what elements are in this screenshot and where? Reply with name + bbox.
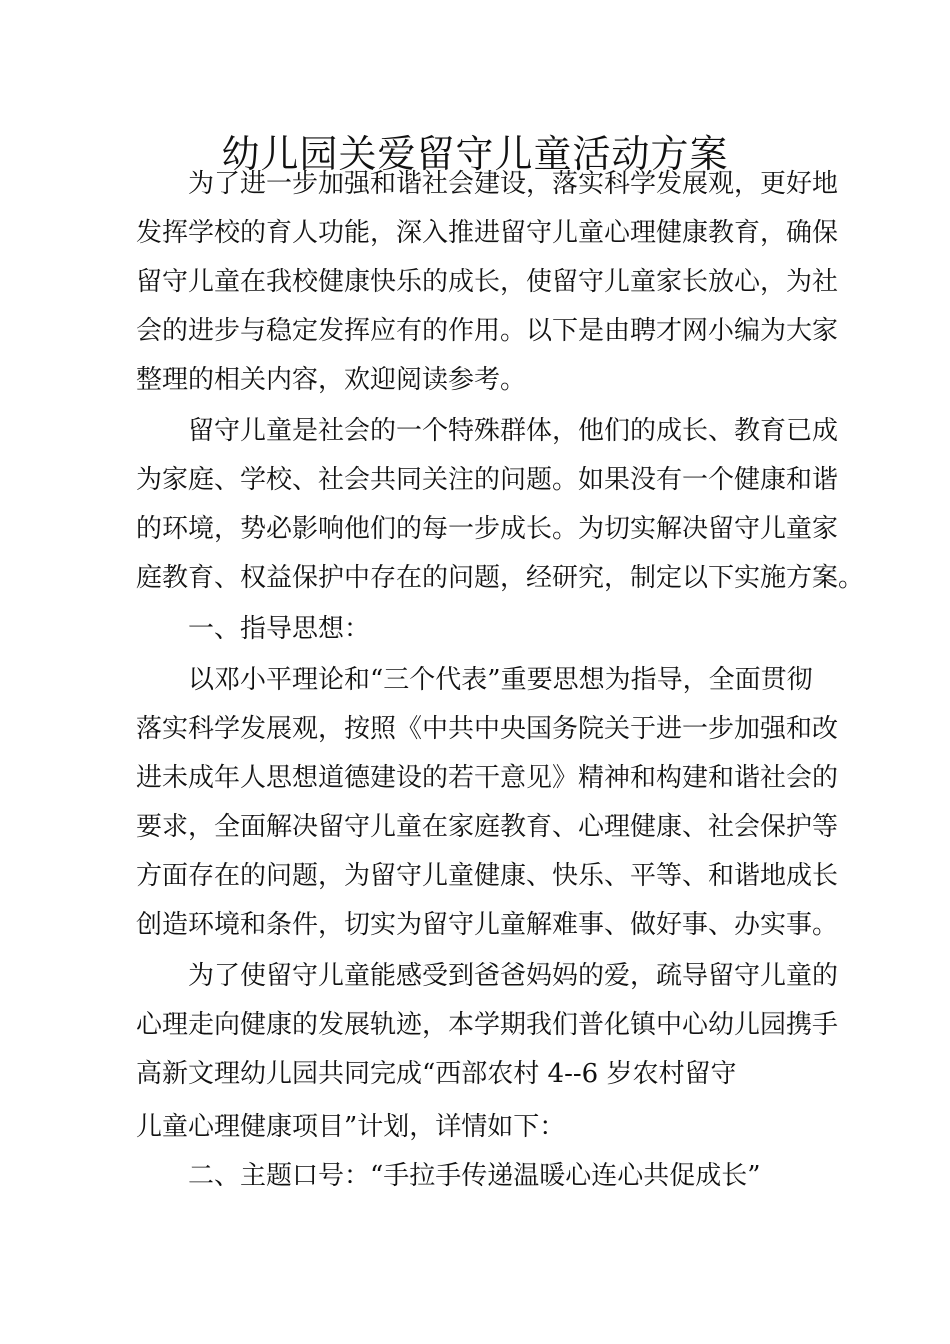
- paragraph-line: 整理的相关内容，欢迎阅读参考。: [136, 365, 527, 395]
- section-heading: 一、指导思想：: [188, 614, 371, 644]
- section-heading: 二、主题口号：“手拉手传递温暖心连心共促成长”: [188, 1161, 761, 1191]
- paragraph-line: 进未成年人思想道德建设的若干意见》精神和构建和谐社会的: [136, 763, 839, 793]
- paragraph-line: 创造环境和条件，切实为留守儿童解难事、做好事、办实事。: [136, 910, 839, 940]
- paragraph-line: 留守儿童在我校健康快乐的成长，使留守儿童家长放心，为社: [136, 267, 839, 297]
- paragraph-line: 发挥学校的育人功能，深入推进留守儿童心理健康教育，确保: [136, 218, 839, 248]
- paragraph-line: 儿童心理健康项目”计划，详情如下：: [136, 1112, 566, 1142]
- paragraph-line: 会的进步与稳定发挥应有的作用。以下是由聘才网小编为大家: [136, 316, 839, 346]
- paragraph-line: 为了使留守儿童能感受到爸爸妈妈的爱，疏导留守儿童的: [188, 961, 839, 991]
- paragraph-line: 心理走向健康的发展轨迹，本学期我们普化镇中心幼儿园携手: [136, 1010, 839, 1040]
- paragraph-line: 高新文理幼儿园共同完成“西部农村 4--6 岁农村留守: [136, 1059, 737, 1089]
- paragraph-line: 庭教育、权益保护中存在的问题，经研究，制定以下实施方案。: [136, 563, 865, 593]
- paragraph-line: 为了进一步加强和谐社会建设，落实科学发展观，更好地: [188, 169, 839, 199]
- paragraph-line: 以邓小平理论和“三个代表”重要思想为指导，全面贯彻: [188, 665, 813, 695]
- paragraph-line: 方面存在的问题，为留守儿童健康、快乐、平等、和谐地成长: [136, 861, 839, 891]
- paragraph-line: 留守儿童是社会的一个特殊群体，他们的成长、教育已成: [188, 416, 839, 446]
- paragraph-line: 落实科学发展观，按照《中共中央国务院关于进一步加强和改: [136, 714, 839, 744]
- paragraph-line: 的环境，势必影响他们的每一步成长。为切实解决留守儿童家: [136, 514, 839, 544]
- paragraph-line: 为家庭、学校、社会共同关注的问题。如果没有一个健康和谐: [136, 465, 839, 495]
- document-title: 幼儿园关爱留守儿童活动方案: [221, 132, 729, 177]
- paragraph-line: 要求，全面解决留守儿童在家庭教育、心理健康、社会保护等: [136, 812, 839, 842]
